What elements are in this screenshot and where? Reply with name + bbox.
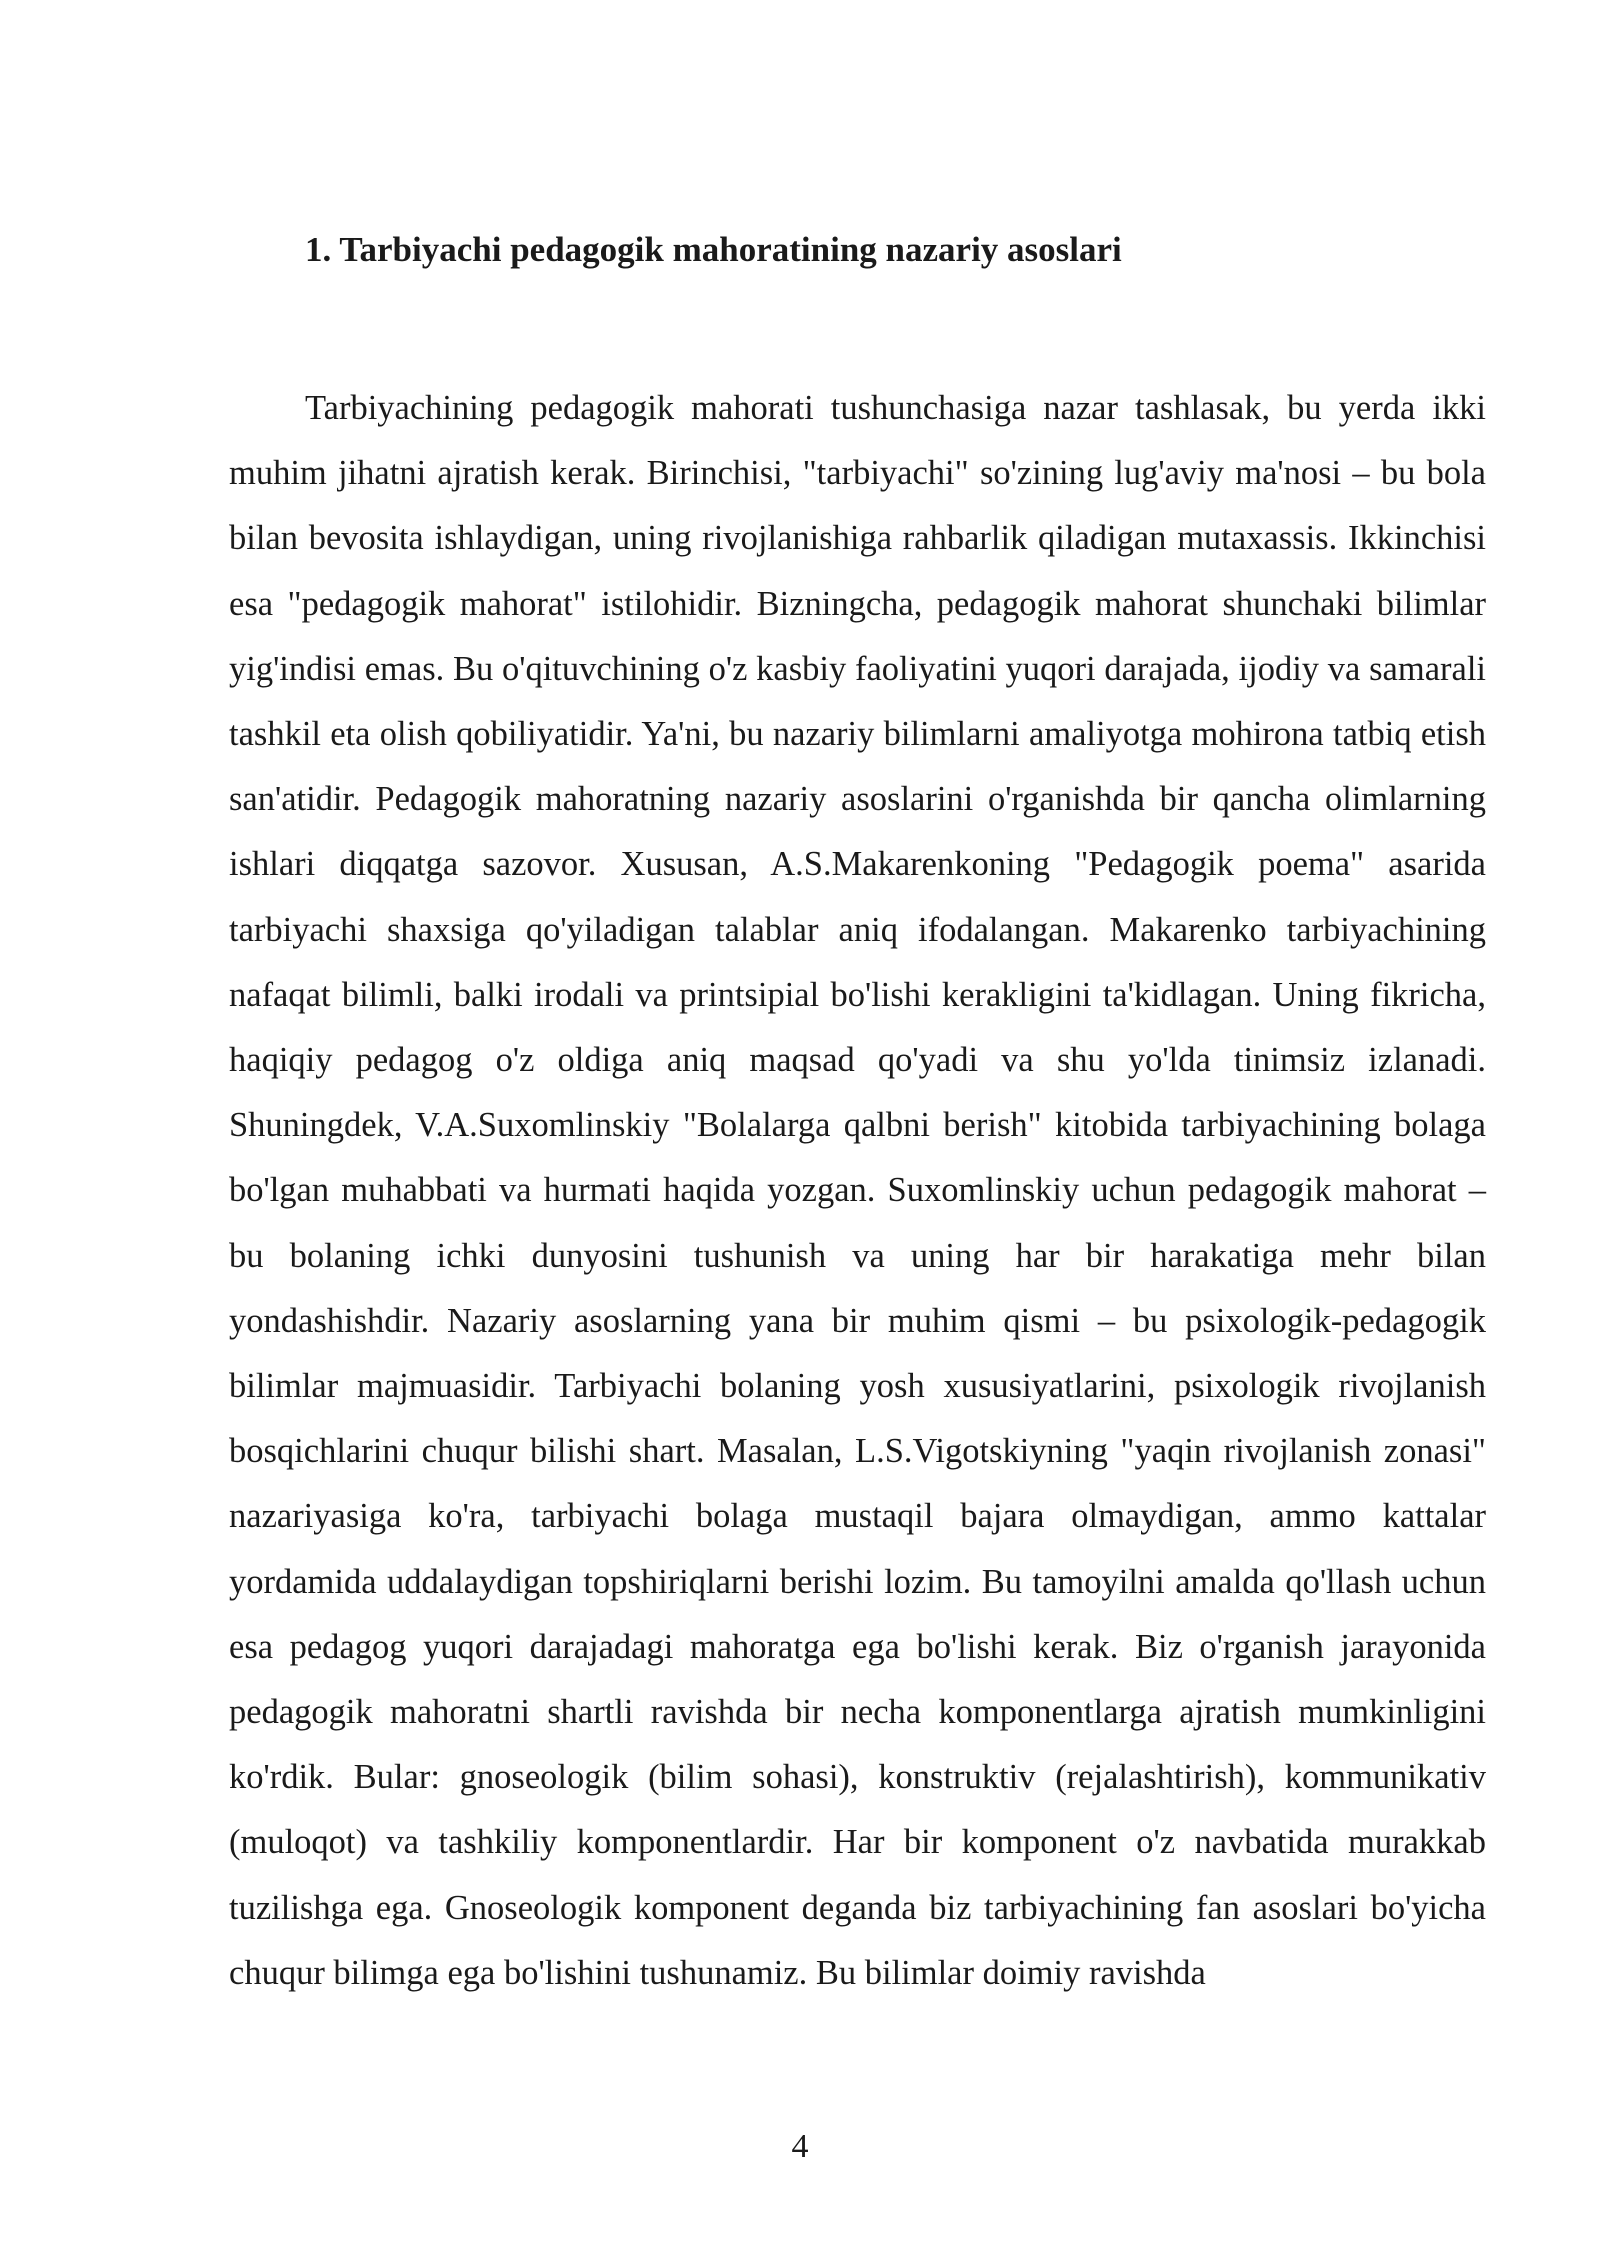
section-heading: 1. Tarbiyachi pedagogik mahoratining nazariy asoslari bbox=[305, 230, 1122, 269]
page-number: 4 bbox=[791, 2128, 809, 2165]
body-paragraph: Tarbiyachining pedagogik mahorati tushunchasiga nazar tashlasak, bu yerda ikki muhim jihatni ajratish kerak. Birinchisi, "tarbiyachi" so'zining lug'aviy ma'nosi – bu bola bilan bevosita ishlaydigan, uning rivojlanishiga rahbarlik qiladigan mutaxassis. Ikkinchisi esa "pedagogik mahorat" istilohidir. Bizningcha, pedagogik mahorat shunchaki bilimlar yig'indisi emas. Bu o'qituvchining o'z kasbiy faoliyatini yuqori darajada, ijodiy va samarali tashkil eta olish qobiliyatidir. Ya'ni, bu nazariy bilimlarni amaliyotga mohirona tatbiq etish san'atidir. Pedagogik mahoratning nazariy asoslarini o'rganishda bir qancha olimlarning ishlari diqqatga sazovor. Xususan, A.S.Makarenkoning "Pedagogik poema" asarida tarbiyachi shaxsiga qo'yiladigan talablar aniq ifodalangan. Makarenko tarbiyachining nafaqat bilimli, balki irodali va printsipial bo'lishi kerakligini ta'kidlagan. Uning fikricha, haqiqiy pedagog o'z oldiga aniq maqsad qo'yadi va shu yo'lda tinimsiz izlanadi. Shuningdek, V.A.Suxomlinskiy "Bolalarga qalbni berish" kitobida tarbiyachining bolaga bo'lgan muhabbati va hurmati haqida yozgan. Suxomlinskiy uchun pedagogik mahorat – bu bolaning ichki dunyosini tushunish va uning har bir harakatiga mehr bilan yondashishdir. Nazariy asoslarning yana bir muhim qismi – bu psixologik-pedagogik bilimlar majmuasidir. Tarbiyachi bolaning yosh xususiyatlarini, psixologik rivojlanish bosqichlarini chuqur bilishi shart. Masalan, L.S.Vigotskiyning "yaqin rivojlanish zonasi" nazariyasiga ko'ra, tarbiyachi bolaga mustaqil bajara olmaydigan, ammo kattalar yordamida uddalaydigan topshiriqlarni berishi lozim. Bu tamoyilni amalda qo'llash uchun esa pedagog yuqori darajadagi mahoratga ega bo'lishi kerak. Biz o'rganish jarayonida pedagogik mahoratni shartli ravishda bir necha komponentlarga ajratish mumkinligini ko'rdik. Bular: gnoseologik (bilim sohasi), konstruktiv (rejalashtirish), kommunikativ (muloqot) va tashkiliy komponentlardir. Har bir komponent o'z navbatida murakkab tuzilishga ega. Gnoseologik komponent deganda biz tarbiyachining fan asoslari bo'yicha chuqur bilimga ega bo'lishini tushunamiz. Bu bilimlar doimiy ravishda bbox=[229, 389, 1486, 1992]
